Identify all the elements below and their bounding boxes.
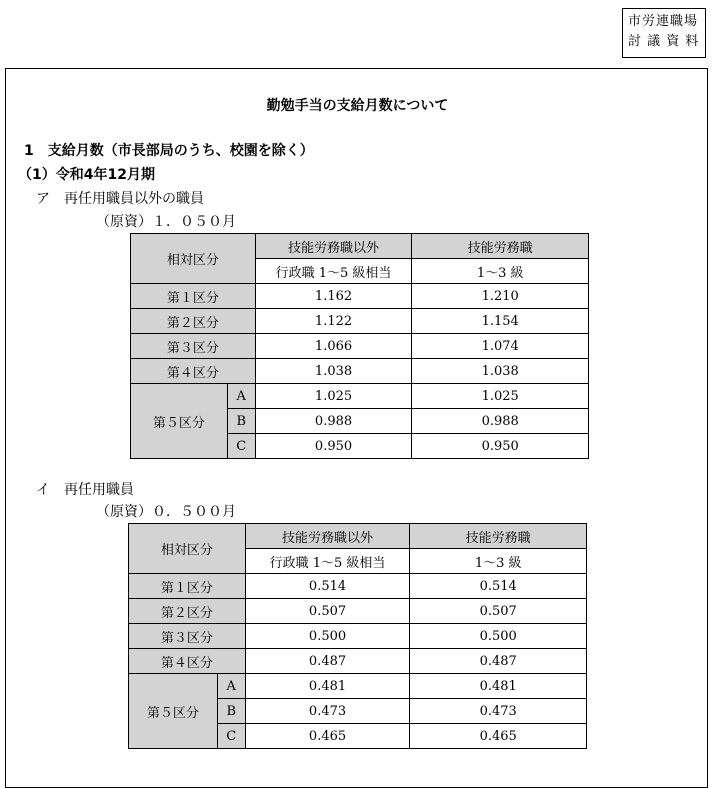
cell-value: 0.950 xyxy=(255,434,412,459)
row-label: 第１区分 xyxy=(129,574,246,599)
header-labor: 技能労務職 xyxy=(412,234,589,259)
cell-value: 1.162 xyxy=(255,284,412,309)
header-relative-division: 相対区分 xyxy=(129,524,246,574)
cell-value: 1.210 xyxy=(412,284,589,309)
sub-label: C xyxy=(227,434,255,459)
header-non-labor-grade: 行政職 1～5 級相当 xyxy=(245,549,410,574)
row-label-division-5: 第５区分 xyxy=(131,384,228,459)
cell-value: 1.074 xyxy=(412,334,589,359)
document-stamp xyxy=(622,8,706,58)
sub-label: C xyxy=(217,724,245,749)
row-label: 第３区分 xyxy=(131,334,256,359)
cell-value: 0.507 xyxy=(410,599,587,624)
document-title: 勤勉手当の支給月数について xyxy=(266,98,449,114)
cell-value: 0.514 xyxy=(410,574,587,599)
cell-value: 0.514 xyxy=(245,574,410,599)
cell-value: 0.473 xyxy=(410,699,587,724)
row-label-division-5: 第５区分 xyxy=(129,674,218,749)
cell-value: 0.500 xyxy=(410,624,587,649)
cell-value: 0.507 xyxy=(245,599,410,624)
row-label: 第４区分 xyxy=(131,359,256,384)
cell-value: 1.066 xyxy=(255,334,412,359)
cell-value: 1.025 xyxy=(412,384,589,409)
header-non-labor-grade: 行政職 1～5 級相当 xyxy=(255,259,412,284)
header-relative-division: 相対区分 xyxy=(131,234,256,284)
cell-value: 0.465 xyxy=(245,724,410,749)
table-row xyxy=(131,334,589,359)
cell-value: 1.025 xyxy=(255,384,412,409)
row-label: 第１区分 xyxy=(131,284,256,309)
table-row xyxy=(131,384,589,409)
table-row xyxy=(129,574,587,599)
cell-value: 0.988 xyxy=(412,409,589,434)
header-labor: 技能労務職 xyxy=(410,524,587,549)
cell-value: 0.500 xyxy=(245,624,410,649)
cell-value: 0.487 xyxy=(410,649,587,674)
table-row xyxy=(129,624,587,649)
table-group-a xyxy=(130,233,589,459)
row-label: 第４区分 xyxy=(129,649,246,674)
cell-value: 1.038 xyxy=(255,359,412,384)
cell-value: 1.122 xyxy=(255,309,412,334)
sub-label: A xyxy=(227,384,255,409)
table-row xyxy=(129,649,587,674)
table-row xyxy=(129,599,587,624)
table-row xyxy=(131,284,589,309)
cell-value: 1.038 xyxy=(412,359,589,384)
group-b-heading: イ 再任用職員 xyxy=(36,482,134,498)
cell-value: 0.487 xyxy=(245,649,410,674)
section-heading: 1 支給月数（市長部局のうち、校園を除く） xyxy=(24,143,314,159)
table-row xyxy=(131,309,589,334)
stamp-line-2: 討 議 資 料 xyxy=(628,34,700,49)
cell-value: 1.154 xyxy=(412,309,589,334)
table-row xyxy=(131,359,589,384)
cell-value: 0.481 xyxy=(410,674,587,699)
row-label: 第２区分 xyxy=(129,599,246,624)
sub-label: B xyxy=(227,409,255,434)
cell-value: 0.465 xyxy=(410,724,587,749)
group-a-heading: ア 再任用職員以外の職員 xyxy=(36,191,204,207)
cell-value: 0.481 xyxy=(245,674,410,699)
header-labor-grade: 1～3 級 xyxy=(410,549,587,574)
header-non-labor: 技能労務職以外 xyxy=(255,234,412,259)
sub-label: A xyxy=(217,674,245,699)
table-row xyxy=(129,674,587,699)
cell-value: 0.988 xyxy=(255,409,412,434)
group-a-base: （原資）１．０５０月 xyxy=(96,214,236,230)
table-header-row xyxy=(129,524,587,549)
cell-value: 0.473 xyxy=(245,699,410,724)
row-label: 第３区分 xyxy=(129,624,246,649)
cell-value: 0.950 xyxy=(412,434,589,459)
subsection-heading: （1）令和4年12月期 xyxy=(18,167,155,183)
stamp-line-1: 市労連職場 xyxy=(628,14,699,29)
group-b-base: （原資）０．５００月 xyxy=(96,504,236,520)
header-labor-grade: 1～3 級 xyxy=(412,259,589,284)
sub-label: B xyxy=(217,699,245,724)
header-non-labor: 技能労務職以外 xyxy=(245,524,410,549)
table-group-b xyxy=(128,523,587,749)
table-header-row xyxy=(131,234,589,259)
row-label: 第２区分 xyxy=(131,309,256,334)
